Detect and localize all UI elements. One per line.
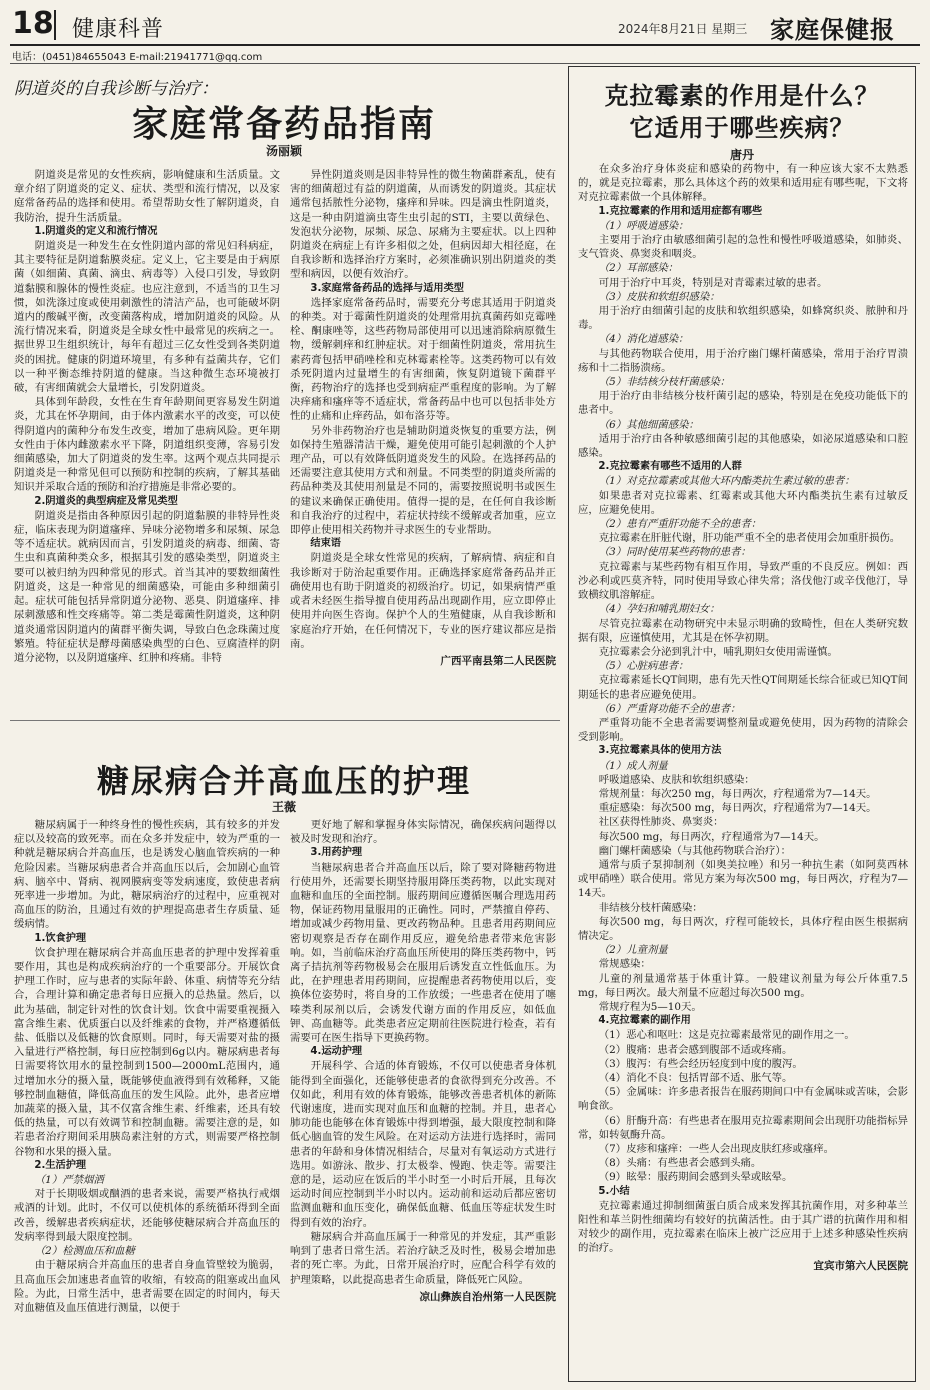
paragraph: 更好地了解和掌握身体实际情况，确保疾病问题得以被及时发现和治疗。 <box>290 819 556 846</box>
paragraph: 用于治疗由非结核分枝杆菌引起的感染，特别是在免疫功能低下的患者中。 <box>578 390 908 417</box>
paragraph: 另外非药物治疗也是辅助阴道炎恢复的重要方法，例如保持生殖器清洁干燥，避免使用可能引起刺激的个人护理产品，可以有效降低阴道炎发生的风险。在选择药品的还需要注意其使用方式和剂量。不同类型的阴道炎所需的药品种类及其使用剂量是不同的，需要按照说明书或医生的建议来确保正确使用。值得一提的是，在任何自我诊断和自我治疗的过程中，若症状持续不缓解或者加重，应立即停止使用相关药物并寻求医生的专业帮助。 <box>290 424 556 537</box>
subheading: （3）同时使用某些药物的患者： <box>598 546 751 559</box>
header-rule <box>10 44 920 46</box>
subheading: （5）心脏病患者： <box>598 660 689 673</box>
section-heading: 1.克拉霉素的作用和适用症都有哪些 <box>598 205 763 217</box>
section-heading: 4.克拉霉素的副作用 <box>598 1015 691 1027</box>
paragraph: 由于糖尿病合并高血压的患者自身血管壁较为脆弱，且高血压会加速患者血管的收缩，有较高的阻塞或出血风险。为此，日常生活中，患者需要在固定的时间内，每天对血糖值及血压值进行测量，以便于 <box>14 1259 280 1314</box>
subheading: （6）严重肾功能不全的患者： <box>598 702 741 715</box>
section-heading: 结束语 <box>310 538 341 550</box>
subheading: （4）孕妇和哺乳期妇女： <box>598 603 720 616</box>
article-divider <box>10 720 560 721</box>
paragraph: 严重肾功能不全患者需要调整剂量或避免使用，因为药物的清除会受到影响。 <box>578 716 908 744</box>
paragraph: 当糖尿病患者合并高血压以后，除了要对降糖药物进行使用外，还需要长期坚持服用降压类药物，以此实现对血糖和血压的全面控制。服药期间应遵循医嘱合理选用药物，保证药物用量服用的正确性。同时，严禁擅自停药、增加或减少药物用量、更改药物品种。且患者用药期间应密切观察是否存在副作用反应，避免给患者带来危害影响。如，当前临床治疗高血压所使用的降压类药物中，钙离子拮抗剂等药物极易会在服用后诱发直立性低血压。为此，在护理患者用药期间，应提醒患者药物使用以后，变换体位姿势时，将自身的工作放缓；一些患者在使用了噻嗪类利尿剂以后，会诱发代谢方面的作用反应，如低血钾、高血糖等。此类患者应定期前往医院进行检查，若有需要可在医生指导下更换药物。 <box>290 861 556 1045</box>
article3-title <box>572 80 912 144</box>
subheading: （2）检测血压和血糖 <box>34 1245 135 1258</box>
subheading: （3）皮肤和软组织感染： <box>598 290 720 303</box>
section-heading: 3.家庭常备药品的选择与适用类型 <box>310 282 464 294</box>
article1-author: 汤丽颖 <box>265 144 302 158</box>
paragraph: 糖尿病属于一种终身性的慢性疾病，其有较多的并发症以及较高的致死率。而在众多并发症中，较为严重的一种就是糖尿病合并高血压，也是诱发心脑血管疾病的一种危险因素。当糖尿病患者合并高血压以后，会加剧心血管病、脑卒中、肾病、视网膜病变等发病速度，致使患者病死率进一步增加。为此，糖尿病治疗的过程中，应重视对高血压的防治，且通过有效的护理提高患者生存质量、延缓病情。 <box>14 819 280 931</box>
paragraph: 糖尿病合并高血压属于一种常见的并发症，其严重影响到了患者日常生活。若治疗缺乏及时性，极易会增加患者的死亡率。为此，日常开展治疗时，应配合科学有效的护理策略，以此提高患者生命质量，降低死亡风险。 <box>290 1230 556 1286</box>
paragraph: 异性阴道炎则是因非特异性的微生物菌群紊乱，使有害的细菌超过有益的阴道菌，从而诱发的阴道炎。其症状通常包括脓性分泌物，瘙痒和异味。四是滴虫性阴道炎，这是一种由阴道滴虫寄生虫引起的STI，主要以黄绿色、发泡状分泌物，尿频、尿急、尿痛为主要症状。以上四种阴道炎在病症上有许多相似之处，但病因却大相径庭，在自我诊断和选择治疗方案时，必须准确识别出阴道炎的类型和病因，以便有效治疗。 <box>290 169 556 281</box>
paragraph: 选择家庭常备药品时，需要充分考虑其适用于阴道炎的种类。对于霉菌性阴道炎的处理常用抗真菌药如克霉唑栓、酮康唑等，这些药物局部使用可以迅速消除病原微生物，缓解刺痒和红肿症状。对于细菌性阴道炎，常用抗生素药膏包括甲硝唑栓和克林霉素栓等。这类药物可以有效杀死阴道内过量增生的有害细菌，恢复阴道镜下菌群平衡，药物治疗的选择也受到病症严重程度的影响。为了解决痒痛和瘙痒等不适症状，常备药品中也可以包括非处方性的止痛和止痒药品，如布洛芬等。 <box>290 296 556 423</box>
paragraph: 如果患者对克拉霉素、红霉素或其他大环内酯类抗生素有过敏反应，应避免使用。 <box>578 489 908 516</box>
subheading: （5）非结核分枝杆菌感染： <box>598 376 731 389</box>
section-heading: 2.生活护理 <box>34 1159 87 1171</box>
paragraph: （2）腹痛：患者会感到腹部不适或疼痛。 <box>598 1043 793 1056</box>
paragraph: 尽管克拉霉素在动物研究中未显示明确的致畸性，但在人类研究数据有限，应谨慎使用，尤其是在怀孕初期。 <box>578 617 908 644</box>
paragraph: 社区获得性肺炎、鼻窦炎： <box>598 816 724 829</box>
page-header <box>0 0 930 46</box>
article2-author: 王薇 <box>271 800 296 814</box>
section-heading: 3.用药护理 <box>310 847 363 859</box>
page-number: 18 <box>12 6 54 41</box>
paragraph: （7）皮疹和瘙痒：一些人会出现皮肤红疹或瘙痒。 <box>598 1143 834 1156</box>
paragraph: 常规疗程为5—10天。 <box>598 1000 702 1013</box>
paragraph: 克拉霉素会分泌到乳汁中，哺乳期妇女使用需谨慎。 <box>598 645 838 658</box>
section-heading: 2.阴道炎的典型病症及常见类型 <box>34 495 178 507</box>
section-heading: 3.克拉霉素具体的使用方法 <box>598 745 722 757</box>
article1-kicker: 阴道炎的自我诊断与治疗： <box>14 79 218 99</box>
article1-title: 家庭常备药品指南 <box>131 103 436 145</box>
article3-body <box>578 162 908 1376</box>
author-affiliation: 宜宾市第六人民医院 <box>813 1259 908 1272</box>
paragraph: 阴道炎是常见的女性疾病，影响健康和生活质量。文章介绍了阴道炎的定义、症状、类型和流行情况，以及家庭常备药品的选择和使用。希望帮助女性了解阴道炎，自我防治，提升生活质量。 <box>14 169 280 224</box>
paragraph: 常规感染： <box>598 958 651 971</box>
paragraph: （6）肝酶升高：有些患者在服用克拉霉素期间会出现肝功能指标异常，如转氨酶升高。 <box>578 1114 908 1141</box>
paragraph: 可用于治疗中耳炎，特别是对青霉素过敏的患者。 <box>598 276 828 289</box>
paragraph: （8）头痛：有些患者会感到头痛。 <box>598 1157 762 1170</box>
section-title: 健康科普 <box>72 17 165 42</box>
subheading: （2）患有严重肝功能不全的患者： <box>598 518 762 531</box>
article2-column-1 <box>14 818 280 1380</box>
paragraph: 呼吸道感染、皮肤和软组织感染： <box>598 773 755 786</box>
paragraph: 具体到年龄段，女性在生育年龄期间更容易发生阴道炎，尤其在怀孕期间，由于体内激素水平的改变，可以使得阴道内的菌种分布发生改变，增加了患病风险。更年期女性由于体内雌激素水平下降，阴道组织变薄，容易引发细菌感染，加大了阴道炎的发生率。这两个观点共同提示阴道炎是一种常见但可以预防和控制的疾病，了解其基础知识并采取合适的预防和治疗措施是非常必要的。 <box>14 396 280 494</box>
paragraph: 幽门螺杆菌感染（与其他药物联合治疗）： <box>598 844 792 857</box>
paragraph: （1）恶心和呕吐：这是克拉霉素最常见的副作用之一。 <box>598 1029 855 1042</box>
paragraph: 克拉霉素通过抑制细菌蛋白质合成来发挥其抗菌作用，对多种革兰阳性和革兰阴性细菌均有较好的抗菌活性。由于其广谱的抗菌作用和相对较少的副作用，克拉霉素在临床上被广泛应用于上述多种感染性疾病的治疗。 <box>578 1199 908 1255</box>
weekday: 星期三 <box>711 22 748 36</box>
subheading: （2）耳部感染： <box>598 262 679 275</box>
paragraph: 阴道炎是一种发生在女性阴道内部的常见妇科病症，其主要特征是阴道黏膜炎症。定义上，它主要是由于病原菌（如细菌、真菌、滴虫、病毒等）入侵口引发，导致阴道黏膜和腺体的慢性炎症。也应注意到，不适当的卫生习惯，如洗涤过度或使用刺激性的清洁产品，也可能破坏阴道内的酸碱平衡，改变菌落构成，增加阴道炎的风险。从流行情况来看，阴道炎是全球女性中最常见的疾病之一。据世界卫生组织统计，每年有超过三亿女性受到各类阴道炎的困扰。健康的阴道环境里，有多种有益菌共存，它们以一种平衡态维持阴道的健康。当这种微生态环境被打破，有害细菌就会大量增长，引发阴道炎。 <box>14 240 280 395</box>
paragraph: 非结核分枝杆菌感染： <box>598 901 703 914</box>
paragraph: 儿童的剂量通常基于体重计算。一般建议剂量为每公斤体重7.5 mg，每日两次。最大剂量不应超过每次500 mg。 <box>578 972 908 999</box>
contact-line: 电话：(0451)84655043 E-mail:21941771@qq.com <box>12 52 263 63</box>
article3-author: 唐丹 <box>729 148 754 162</box>
section-heading: 1.饮食护理 <box>34 932 87 944</box>
paragraph: 适用于治疗由各种敏感细菌引起的其他感染，如泌尿道感染和口腔感染。 <box>578 432 908 460</box>
paragraph: 每次500 mg，每日两次，疗程通常为7—14天。 <box>598 830 825 843</box>
date: 2024年8月21日 <box>618 22 708 36</box>
paragraph: 对于长期吸烟或酗酒的患者来说，需要严格执行戒烟戒酒的计划。此时，不仅可以使机体的系统循环得到全面改善，缓解患者疾病症状，还能够使糖尿病合并高血压的发病率得到最大限度控制。 <box>14 1188 280 1243</box>
paragraph: 每次500 mg，每日两次，疗程可能较长，具体疗程由医生根据病情决定。 <box>578 915 908 942</box>
author-affiliation: 凉山彝族自治州第一人民医院 <box>419 1290 556 1303</box>
paragraph: （3）腹泻：有些会经历轻度到中度的腹泻。 <box>598 1057 803 1070</box>
paragraph: 在众多治疗身体炎症和感染的药物中，有一种应该大家不太熟悉的，就是克拉霉素，那么具体这个药的效果和适用症有哪些呢，下文将对克拉霉素做一个具体解释。 <box>578 163 908 204</box>
article1-column-1 <box>14 168 280 713</box>
paragraph: （4）消化不良：包括胃部不适、胀气等。 <box>598 1072 793 1084</box>
paragraph: 常规剂量：每次250 mg，每日两次，疗程通常为7—14天。 <box>598 787 877 800</box>
subheading: （4）消化道感染： <box>598 333 689 346</box>
section-heading: 1.阴道炎的定义和流行情况 <box>34 225 158 237</box>
subheading: （1）成人剂量 <box>598 759 668 772</box>
paragraph: 通常与质子泵抑制剂（如奥美拉唑）和另一种抗生素（如阿莫西林或甲硝唑）联合使用。常见方案为每次500 mg，每日两次，疗程为7—14天。 <box>578 858 908 900</box>
subheading: （1）严禁烟酒 <box>34 1174 104 1187</box>
paragraph: 用于治疗由细菌引起的皮肤和软组织感染，如蜂窝织炎、脓肿和丹毒。 <box>578 305 908 332</box>
paragraph: 主要用于治疗由敏感细菌引起的急性和慢性呼吸道感染，如肺炎、支气管炎、鼻窦炎和咽炎。 <box>578 234 908 261</box>
subheading: （1）对克拉霉素或其他大环内酯类抗生素过敏的患者： <box>598 475 855 488</box>
subheading: （2）儿童剂量 <box>598 944 668 957</box>
article3-title-line2: 它适用于哪些疾病？ <box>629 113 855 142</box>
subheading: （1）呼吸道感染： <box>598 219 689 232</box>
paragraph: 克拉霉素与某些药物有相互作用，导致严重的不良反应。例如：西沙必利或匹莫齐特，同时使用导致心律失常；洛伐他汀或辛伐他汀，导致横纹肌溶解症。 <box>578 560 908 602</box>
article1-column-2 <box>290 168 556 713</box>
header-divider <box>54 10 56 40</box>
section-heading: 5.小结 <box>598 1185 630 1197</box>
dateline <box>618 20 747 37</box>
paragraph: （5）金属味：许多患者报告在服药期间口中有金属味或苦味，会影响食欲。 <box>578 1086 908 1113</box>
contact-rule <box>10 63 920 64</box>
paragraph: 与其他药物联合使用，用于治疗幽门螺杆菌感染，常用于治疗胃溃疡和十二指肠溃疡。 <box>578 347 908 374</box>
section-heading: 4.运动护理 <box>310 1046 363 1058</box>
paragraph: 饮食护理在糖尿病合并高血压患者的护理中发挥着重要作用，其也是构成疾病治疗的一个重要部分。开展饮食护理工作时，应与患者的实际年龄、体重、病情等充分结合，合理计算和确定患者每日应摄入的总热量。然后，以此为基础，制定针对性的饮食计划。饮食中需要重视摄入富含维生素、优质蛋白以及纤维素的食物，并严格遵循低盐、低脂以及低糖的饮食原则。同时，每天需要对盐的摄入量进行严格控制，每日应控制到6g以内。糖尿病患者每日需要将饮用水的量控制到1500—2000mL范围内，通过增加水分的摄入量，既能够使血液得到有效稀释，又能够控制血糖值，降低高血压的发生风险。此外，患者应增加蔬菜的摄入量，其不仅富含维生素、纤维素，还具有较低的热量，可以有效调节和控制血糖。需要注意的是，如若患者治疗期间采用胰岛素注射的方式，则需要严格控制谷物和水果的摄入量。 <box>14 946 280 1158</box>
author-affiliation: 广西平南县第二人民医院 <box>440 654 556 667</box>
subheading: （6）其他细菌感染： <box>598 418 699 431</box>
paper-name: 家庭保健报 <box>770 15 895 44</box>
paragraph: 重症感染：每次500 mg，每日两次，疗程通常为7—14天。 <box>598 802 877 815</box>
article2-title: 糖尿病合并高血压的护理 <box>96 762 471 800</box>
paragraph: 克拉霉素在肝脏代谢，肝功能严重不全的患者使用会加重肝损伤。 <box>598 532 901 545</box>
paragraph: 阴道炎是指由各种原因引起的阴道黏膜的非特异性炎症，临床表现为阴道瘙痒、异味分泌物增多和尿频、尿急等不适症状。就病因而言，引发阴道炎的病毒、细菌、寄生虫和真菌种类众多，根据其引发的感染类型，阴道炎主要可以被归纳为四种常见的形式。首当其冲的要数细菌性阴道炎，这是一种常见的细菌感染，可能由多种细菌引起。症状可能包括异常阴道分泌物、恶臭、阴道瘙痒、排尿刺激感和性交疼痛等。第二类是霉菌性阴道炎，这种阴道炎通常因阴道内的菌群平衡失调，导致白色念珠菌过度繁殖。特征症状是酵母菌感染典型的白色、豆腐渣样的阴道分泌物，以及阴道瘙痒、红肿和疼痛。非特 <box>14 509 280 664</box>
article2-column-2 <box>290 818 556 1380</box>
paragraph: （9）眩晕：服药期间会感到头晕或眩晕。 <box>598 1171 793 1184</box>
paragraph: 阴道炎是全球女性常见的疾病，了解病情、病症和自我诊断对于防治起重要作用。正确选择家庭常备药品并正确使用也有助于阴道炎的初级治疗。切记，如果病情严重或者未经医生指导擅自使用药品出现副作用，应立即停止使用并向医生咨询。保护个人的生殖健康，从自我诊断和家庭治疗开始，在任何情况下，专业的医疗建议都应是指南。 <box>290 552 556 650</box>
article3-title-line1: 克拉霉素的作用是什么？ <box>604 81 880 110</box>
section-heading: 2.克拉霉素有哪些不适用的人群 <box>598 461 742 473</box>
paragraph: 克拉霉素延长QT间期，患有先天性QT间期延长综合征或已知QT间期延长的患者应避免使用。 <box>578 674 908 701</box>
paragraph: 开展科学、合适的体育锻炼，不仅可以使患者身体机能得到全面强化，还能够使患者的食欲得到充分改善。不仅如此，利用有效的体育锻炼，能够改善患者机体的新陈代谢速度，进而实现对血压和血糖的控制。并且，患者心肺功能也能够在体育锻炼中得到增强，最大限度控制和降低心脑血管的发生风险。在对运动方法进行选择时，需同患者的年龄和身体情况相结合，尽量对有氧运动方式进行选用。如游泳、散步、打太极拳、慢跑、快走等。需要注意的是，运动应在饭后的半小时至一小时后开展，且每次运动时间应控制到半小时以内。运动前和运动后都应密切监测血糖和血压变化，确保低血糖、低血压等症状发生时得到有效的治疗。 <box>290 1060 556 1229</box>
